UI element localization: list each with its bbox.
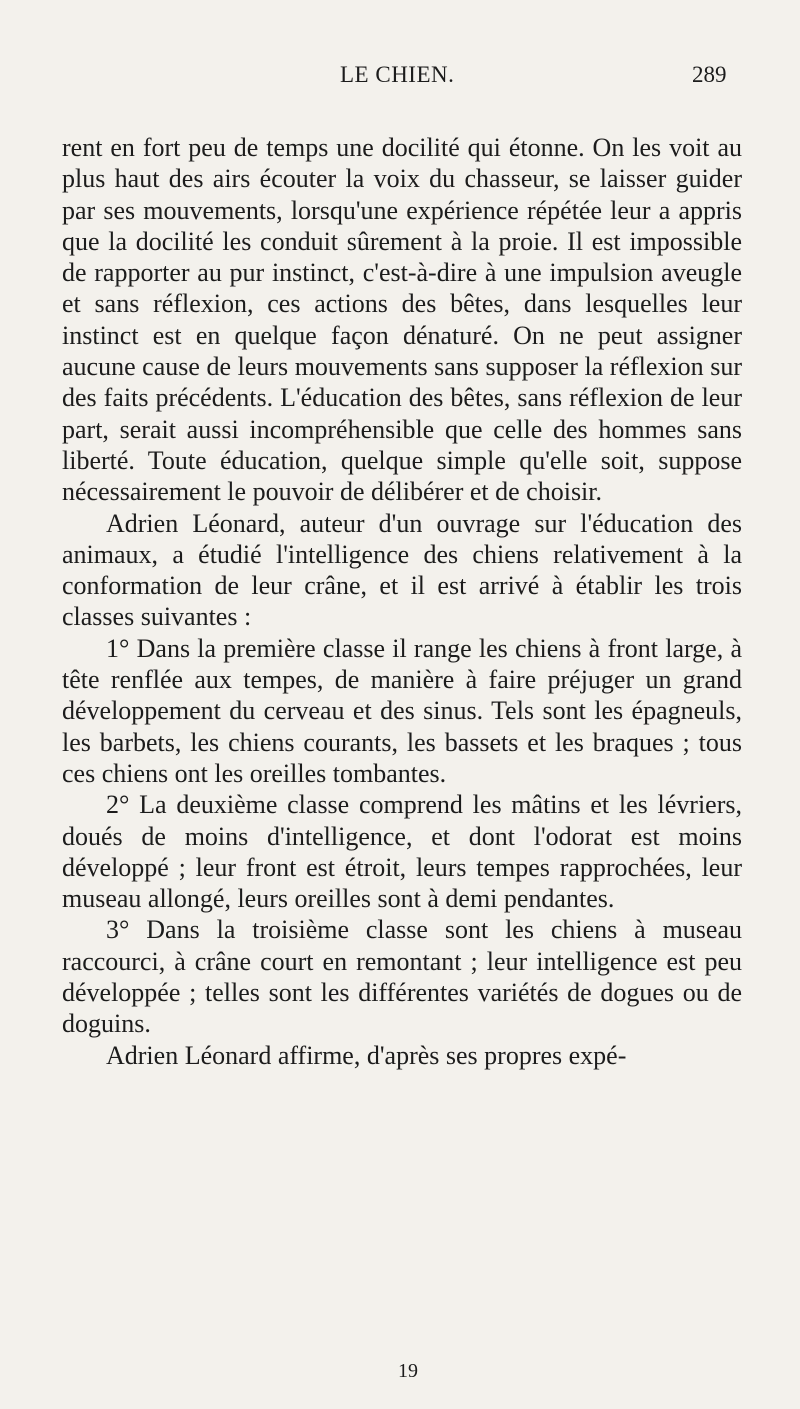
paragraph-1: rent en fort peu de temps une docilité qui étonne. On les voit au plus haut des airs écouter la voix du chasseur, se laisser guider par ses mouvements, lorsqu'une expérience répétée leur a appris que la docilité les conduit sûrement à la proie. Il est impossible de rapporter au pur instinct, c'est-à-dire à une impulsion aveugle et sans réflexion, ces actions des bêtes, dans lesquelles leur instinct est en quelque façon dénaturé. On ne peut assigner aucune cause de leurs mouvements sans supposer la réflexion sur des faits précédents. L'éducation des bêtes, sans réflexion de leur part, serait aussi incompréhensible que celle des hommes sans liberté. Toute éducation, quelque simple qu'elle soit, suppose nécessairement le pouvoir de délibérer et de choisir. <box>62 133 742 507</box>
paragraph-2: Adrien Léonard, auteur d'un ouvrage sur l'éducation des animaux, a étudié l'intelligence des chiens relativement à la conformation de leur crâne, et il est arrivé à établir les trois classes suivantes : <box>62 508 742 632</box>
paragraph-3: 1° Dans la première classe il range les chiens à front large, à tête renflée aux tempes, de manière à faire préjuger un grand développement du cerveau et des sinus. Tels sont les épagneuls, les barbets, les chiens courants, les bassets et les braques ; tous ces chiens ont les oreilles tombantes. <box>62 633 742 788</box>
page-number: 289 <box>692 62 727 87</box>
paragraph-4: 2° La deuxième classe comprend les mâtins et les lévriers, doués de moins d'intelligence, et dont l'odorat est moins développé ; leur front est étroit, leurs tempes rapprochées, leur museau allongé, leurs oreilles sont à demi pendantes. <box>62 790 742 914</box>
paragraph-6: Adrien Léonard affirme, d'après ses propres expé- <box>106 1040 627 1070</box>
paragraph-5: 3° Dans la troisième classe sont les chiens à museau raccourci, à crâne court en remontant ; leur intelligence est peu développée ; telles sont les différentes variétés de dogues ou de doguins. <box>62 915 742 1039</box>
signature-mark: 19 <box>398 1360 418 1382</box>
body-text <box>62 132 742 1071</box>
running-head: LE CHIEN. <box>340 62 455 87</box>
page-header <box>0 62 800 98</box>
